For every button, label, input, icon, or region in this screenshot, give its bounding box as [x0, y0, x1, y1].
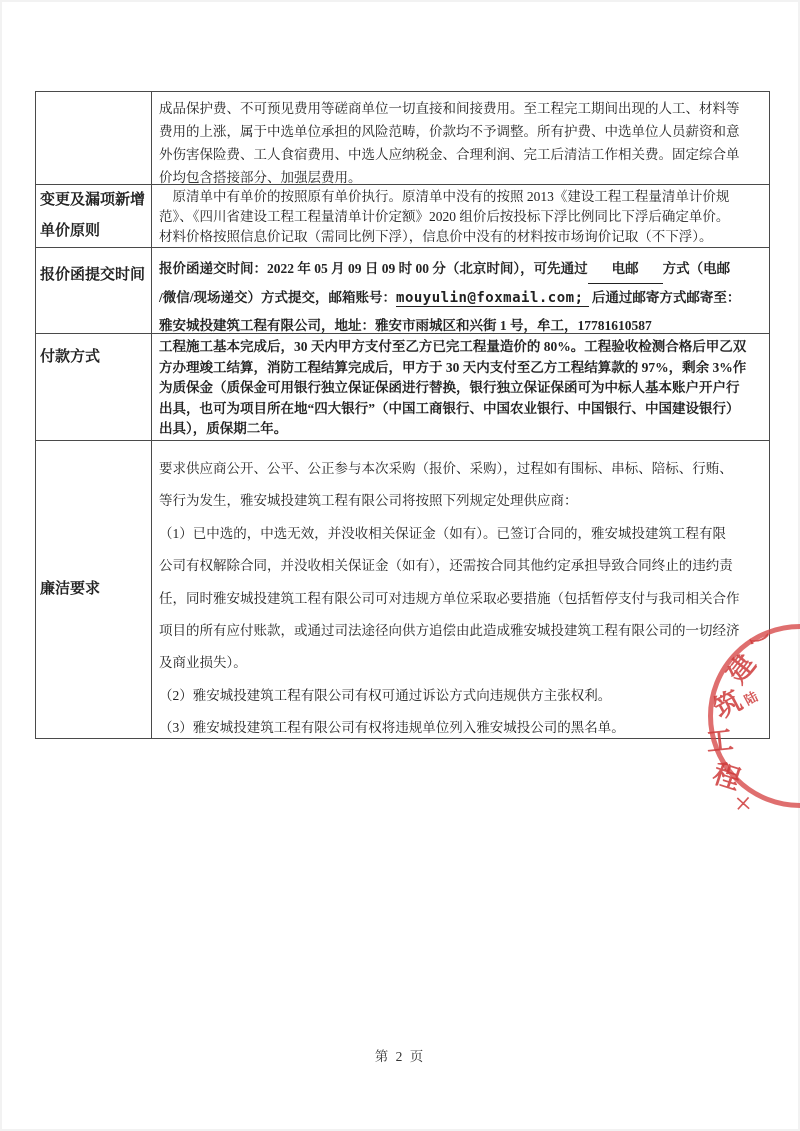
text-line: （2）雅安城投建筑工程有限公司有权可通过诉讼方式向违规供方主张权利。 [159, 687, 612, 703]
header-line: 付款方式 [40, 349, 101, 365]
text-line: 及商业损失）。 [159, 655, 247, 671]
text-segment: 后通过邮寄方式邮寄至： [588, 290, 741, 305]
text-line: （1）已中选的，中选无效，并没收相关保证金（如有）。已签订合同的，雅安城投建筑工程有限 [159, 525, 726, 541]
terms-table [35, 91, 770, 739]
text-line: 原清单中有单价的按照原有单价执行。原清单中没有的按照 2013《建设工程工程量清单计价规 [159, 189, 730, 204]
text-line: 任，同时雅安城投建筑工程有限公司可对违规方单位采取必要措施（包括暂停支付与我司相关合作 [159, 590, 740, 606]
text-line: 等行为发生，雅安城投建筑工程有限公司将按照下列规定处理供应商： [159, 493, 578, 509]
text-line: 要求供应商公开、公平、公正参与本次采购（报价、采购），过程如有围标、串标、陪标、行贿、 [159, 461, 733, 476]
text-line: 项目的所有应付账款，或通过司法途径向供方追偿由此造成雅安城投建筑工程有限公司的一切经济 [159, 623, 740, 639]
payment-method-text [152, 334, 769, 440]
row-header-empty [36, 92, 152, 184]
seal-character: 建 [721, 649, 762, 689]
text-line: 材料价格按照信息价记取（需同比例下浮），信息价中没有的材料按市场询价记取（不下浮）。 [159, 229, 713, 244]
seal-character: 乀 [746, 627, 772, 652]
text-line: （3）雅安城投建筑工程有限公司有权将违规单位列入雅安城投公司的黑名单。 [159, 720, 625, 736]
text-line: 方办理竣工结算，消防工程结算完成后，甲方于 30 天内支付至乙方工程结算款的 97%，剩余 3%作 [159, 359, 747, 375]
text-line: 为质保金（质保金可用银行独立保证保函进行替换，银行独立保证保函可为中标人基本账户开户行 [159, 380, 740, 395]
underlined-blank-email-method: 电邮 [588, 255, 663, 284]
header-line: 廉洁要求 [40, 581, 101, 597]
text-line: 工程施工基本完成后，30 天内甲方支付至乙方已完工程量造价的 80%。工程验收检测合格后甲乙双 [159, 339, 747, 354]
text-line [159, 312, 766, 333]
table-row-fee-continuation [36, 92, 769, 185]
text-segment: 方式（电邮 [662, 261, 731, 276]
header-line: 单价原则 [40, 223, 101, 239]
mailing-address-underlined: 雅安城投建筑工程有限公司，地址：雅安市雨城区和兴街 1 号，牟工，17781610587 [159, 318, 652, 333]
unit-price-principle-text [152, 185, 769, 247]
seal-character: 筑 [708, 685, 747, 725]
table-row-integrity-requirements [36, 441, 769, 738]
text-line: 出具，也可为项目所在地“四大银行”（中国工商银行、中国农业银行、中国银行、中国建设银行） [159, 400, 740, 416]
integrity-requirements-text [152, 441, 769, 738]
page-number: 第 2 页 [374, 1049, 426, 1064]
table-row-payment-method [36, 334, 769, 441]
text-line: 费用的上涨，属于中选单位承担的风险范畴，价款均不予调整。所有护费、中选单位人员薪资和意 [159, 124, 740, 139]
text-line: 价均包含搭接部分、加强层费用。 [159, 170, 362, 184]
seal-character: 工 [704, 724, 735, 758]
text-line: 出具），质保期二年。 [159, 421, 288, 436]
text-line: 范》、《四川省建设工程工程量清单计价定额》2020 组价后按投标下浮比例同比下浮后确定单价。 [159, 209, 730, 224]
email-address: mouyulin@foxmail.com; [396, 290, 589, 307]
text-line [159, 255, 766, 284]
quotation-submission-text [152, 248, 769, 333]
row-header-integrity-requirements [36, 441, 152, 738]
fee-continuation-text [152, 92, 769, 184]
seal-character-small: 陆 [741, 688, 761, 709]
text-line: 成品保护费、不可预见费用等磋商单位一切直接和间接费用。至工程完工期间出现的人工、材料等 [159, 101, 740, 116]
text-segment: 报价函递交时间：2022 年 05 月 09 日 09 时 00 分（北京时间），可先通过 [159, 261, 588, 276]
seal-character: ＋ [727, 789, 758, 820]
table-row-quotation-submission [36, 248, 769, 334]
row-header-unit-price-principle [36, 185, 152, 247]
text-line: 公司有权解除合同，并没收相关保证金（如有），还需按合同其他约定承担导致合同终止的违约责 [159, 558, 733, 574]
seal-character: 程 [709, 758, 745, 796]
header-line: 报价函提交时间 [40, 267, 146, 283]
row-header-payment-method [36, 334, 152, 440]
header-line: 变更及漏项新增 [40, 192, 146, 208]
table-row-unit-price-principle [36, 185, 769, 248]
row-header-quotation-submission [36, 248, 152, 333]
text-line: 外伤害保险费、工人食宿费用、中选人应纳税金、合理利润、完工后清洁工作相关费。固定综合单 [159, 147, 740, 162]
text-line [159, 284, 766, 312]
text-segment: /微信/现场递交）方式提交，邮箱账号： [159, 290, 397, 305]
